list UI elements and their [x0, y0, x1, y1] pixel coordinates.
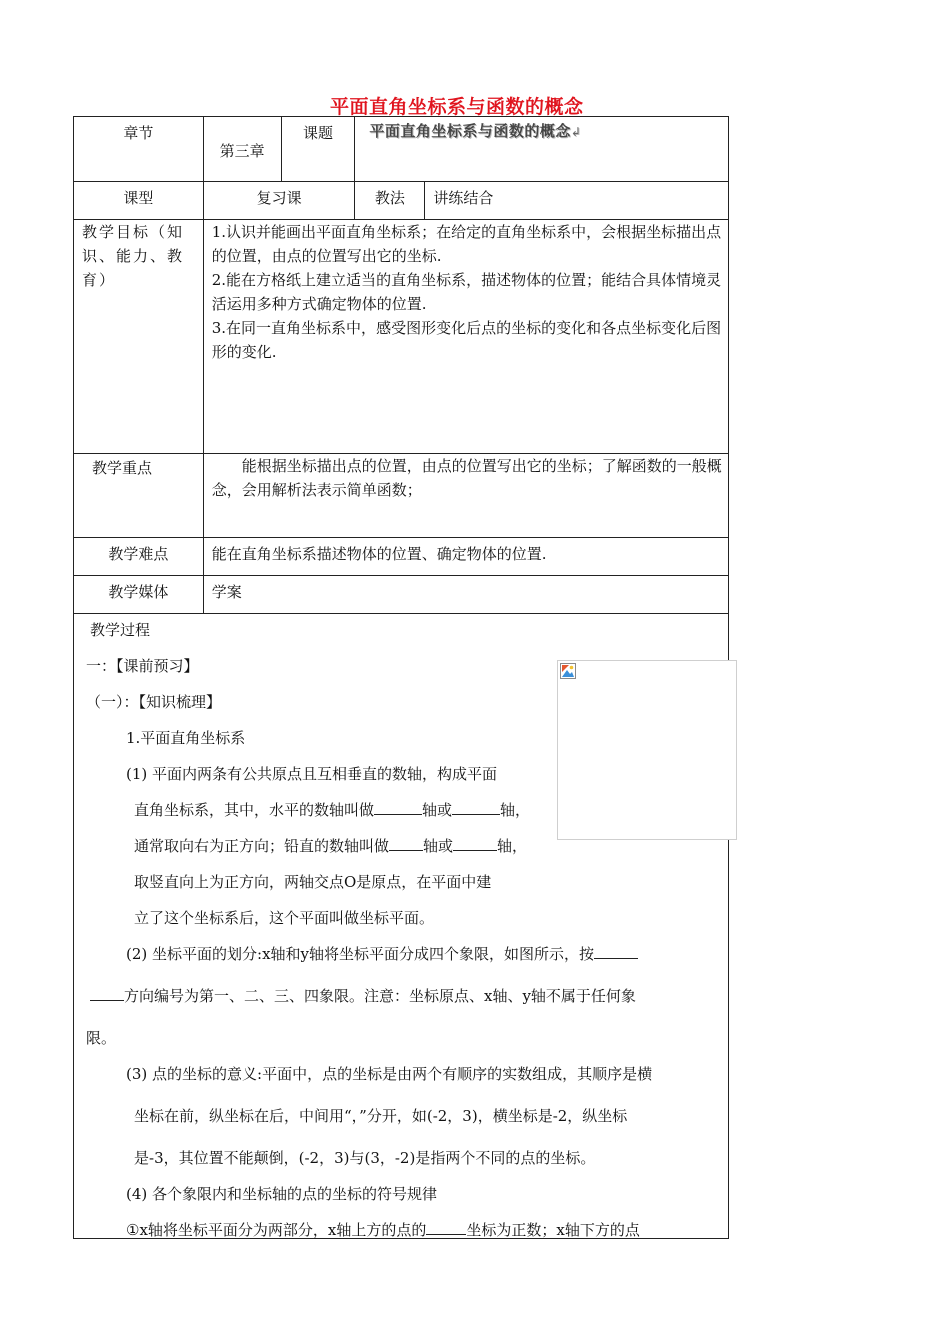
topic-label: 课题	[281, 117, 355, 182]
p3-line: 坐标在前，纵坐标在后，中间用“，”分开，如(-2，3)，横坐标是-2，纵坐标	[134, 1107, 628, 1125]
process-row	[74, 614, 729, 1239]
quadrant-figure-placeholder	[557, 660, 737, 840]
p1-line: 直角坐标系，其中，水平的数轴叫做 轴或 轴，	[134, 801, 531, 819]
p1-line: 取竖直向上为正方向，两轴交点O是原点，在平面中建	[134, 873, 492, 891]
p4-line: (4) 各个象限内和坐标轴的点的坐标的符号规律	[126, 1185, 438, 1203]
method-label: 教法	[355, 182, 425, 220]
subsection-heading: （一）：【知识梳理】	[86, 693, 222, 711]
p1-line: 通常取向右为正方向；铅直的数轴叫做 轴或 轴，	[134, 837, 528, 855]
chapter-label: 章节	[74, 117, 204, 182]
p4-line: ①x轴将坐标平面分为两部分，x轴上方的点的 坐标为正数；x轴下方的点	[126, 1221, 640, 1239]
type-row	[74, 182, 729, 220]
goals-row	[74, 220, 729, 454]
difficulties-label: 教学难点	[74, 538, 204, 576]
section-heading: 一：【课前预习】	[86, 657, 199, 675]
type-value: 复习课	[203, 182, 355, 220]
media-label: 教学媒体	[74, 576, 204, 614]
item-title: 1.平面直角坐标系	[126, 729, 246, 747]
chapter-value: 第三章	[203, 117, 281, 182]
topic-value: 平面直角坐标系与函数的概念↲	[355, 117, 729, 182]
difficulties-text: 能在直角坐标系描述物体的位置、确定物体的位置.	[203, 538, 728, 576]
p2-line: (2) 坐标平面的划分:x轴和y轴将坐标平面分成四个象限，如图所示，按	[126, 942, 638, 966]
type-label: 课型	[74, 182, 204, 220]
key-points-label: 教学重点	[74, 454, 204, 538]
p1-line: 立了这个坐标系后，这个平面叫做坐标平面。	[134, 909, 435, 927]
goals-content	[203, 220, 728, 454]
key-points-text: 能根据坐标描出点的位置，由点的位置写出它的坐标；了解函数的一般概念，会用解析法表示简单函数；	[203, 454, 728, 538]
media-text: 学案	[203, 576, 728, 614]
header-row	[74, 117, 729, 182]
p2-line: 方向编号为第一、二、三、四象限。注意：坐标原点、x轴、y轴不属于任何象	[90, 984, 636, 1008]
key-points-row	[74, 454, 729, 538]
goal-item: 3.在同一直角坐标系中，感受图形变化后点的坐标的变化和各点坐标变化后图形的变化.	[211, 319, 722, 361]
difficulties-row	[74, 538, 729, 576]
page-title: 平面直角坐标系与函数的概念	[330, 96, 584, 118]
media-row	[74, 576, 729, 614]
goal-item: 2.能在方格纸上建立适当的直角坐标系，描述物体的位置；能结合具体情境灵活运用多种方式确定物体的位置.	[211, 271, 722, 313]
method-value: 讲练结合	[425, 182, 729, 220]
p3-line: 是-3，其位置不能颠倒，(-2，3)与(3，-2)是指两个不同的点的坐标。	[134, 1149, 596, 1167]
process-heading: 教学过程	[90, 621, 151, 639]
goal-item: 1.认识并能画出平面直角坐标系；在给定的直角坐标系中，会根据坐标描出点的位置，由点的位置写出它的坐标.	[211, 223, 722, 265]
process-cell	[74, 614, 729, 1239]
p1-line: (1) 平面内两条有公共原点且互相垂直的数轴，构成平面	[126, 765, 498, 783]
p3-line: (3) 点的坐标的意义:平面中，点的坐标是由两个有顺序的实数组成，其顺序是横	[126, 1065, 653, 1083]
p2-line: 限。	[86, 1029, 117, 1047]
broken-image-icon	[560, 663, 576, 679]
lesson-plan-table	[73, 116, 729, 1239]
goals-label: 教学目标（知识、能力、教育）	[74, 220, 204, 454]
